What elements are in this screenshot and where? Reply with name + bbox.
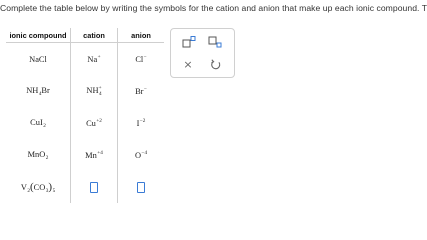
table-row (6, 75, 164, 107)
cation-cell[interactable]: $Mn^{+4}$ (71, 139, 118, 171)
subscript-button[interactable] (207, 35, 223, 49)
anion-cell[interactable]: $I^{-2}$ (136, 118, 146, 128)
compound-cell: $NH_4Br$ (6, 75, 71, 107)
header-anion: anion (118, 28, 165, 43)
ionic-compound-table (6, 28, 164, 203)
subscript-box-icon (208, 36, 222, 48)
compound-cell: $V_2(CO_3)_5$ (6, 171, 71, 203)
compound-cell: NaCl (6, 43, 71, 76)
anion-input-box[interactable] (137, 182, 145, 193)
table-row (6, 107, 164, 139)
close-icon: × (183, 57, 193, 71)
cation-input-box[interactable] (90, 182, 98, 193)
cation-cell[interactable]: $Cu^{+2}$ (71, 107, 118, 139)
cation-cell[interactable]: Na+ (71, 43, 118, 76)
superscript-box-icon (182, 36, 196, 48)
compound-cell: CuI$_2$ (6, 107, 71, 139)
table-header-row (6, 28, 164, 43)
header-cation: cation (71, 28, 118, 43)
table-row (6, 139, 164, 171)
table-row (6, 43, 164, 76)
answer-tool-panel (170, 28, 235, 78)
cation-cell[interactable] (71, 171, 118, 203)
anion-cell[interactable] (118, 171, 165, 203)
superscript-button[interactable] (181, 35, 197, 49)
clear-button[interactable] (180, 57, 196, 71)
compound-cell: MnO$_2$ (6, 139, 71, 171)
undo-button[interactable] (207, 57, 223, 71)
header-ionic-compound: ionic compound (6, 28, 71, 43)
anion-cell[interactable]: Cl− (135, 54, 147, 64)
question-prompt: Complete the table below by writing the symbols for the cation and anion that make up each ionic compound. T (0, 3, 427, 13)
cation-cell[interactable]: $NH_4^+$ (71, 75, 118, 107)
anion-cell[interactable]: Br− (135, 86, 147, 96)
undo-icon (210, 59, 221, 70)
table-row (6, 171, 164, 203)
anion-cell[interactable]: $O^{-4}$ (134, 150, 148, 160)
